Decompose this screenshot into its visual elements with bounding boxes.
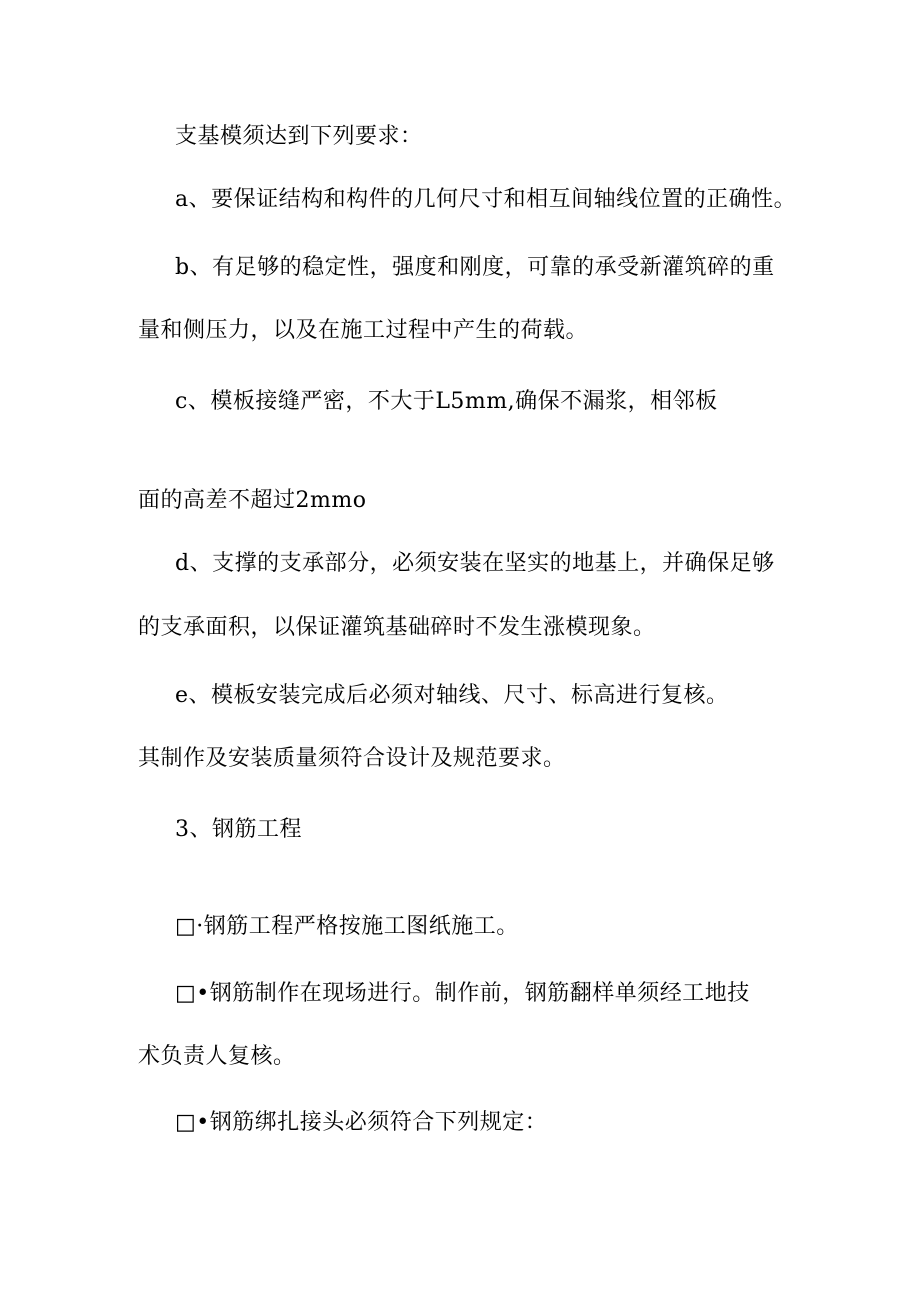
paragraph-item-c: c、模板接缝严密，不大于L5mm,确保不漏浆，相邻板 <box>175 389 718 414</box>
paragraph-item-c-cont: 面的高差不超过2mmo <box>138 488 367 513</box>
rebar-bullet-2: □•钢筋制作在现场进行。制作前，钢筋翻样单须经工地技 <box>175 981 750 1006</box>
paragraph-quality: 其制作及安装质量须符合设计及规范要求。 <box>138 746 566 771</box>
paragraph-item-d-cont: 的支承面积，以保证灌筑基础碎时不发生涨模现象。 <box>138 615 656 640</box>
rebar-bullet-2-cont: 术负责人复核。 <box>138 1044 296 1069</box>
paragraph-item-b: b、有足够的稳定性，强度和刚度，可靠的承受新灌筑碎的重 <box>175 255 775 280</box>
rebar-bullet-3: □•钢筋绑扎接头必须符合下列规定： <box>175 1110 548 1135</box>
paragraph-item-e: e、模板安装完成后必须对轴线、尺寸、标高进行复核。 <box>175 683 729 708</box>
paragraph-intro: 支基模须达到下列要求： <box>175 124 423 149</box>
paragraph-item-d: d、支撑的支承部分，必须安装在坚实的地基上，并确保足够 <box>175 551 775 576</box>
paragraph-item-b-cont: 量和侧压力，以及在施工过程中产生的荷载。 <box>138 318 589 343</box>
section-heading-rebar: 3、钢筋工程 <box>175 817 302 842</box>
rebar-bullet-1: □·钢筋工程严格按施工图纸施工。 <box>175 914 519 939</box>
paragraph-item-a: a、要保证结构和构件的几何尺寸和相互间轴线位置的正确性。 <box>175 187 797 212</box>
